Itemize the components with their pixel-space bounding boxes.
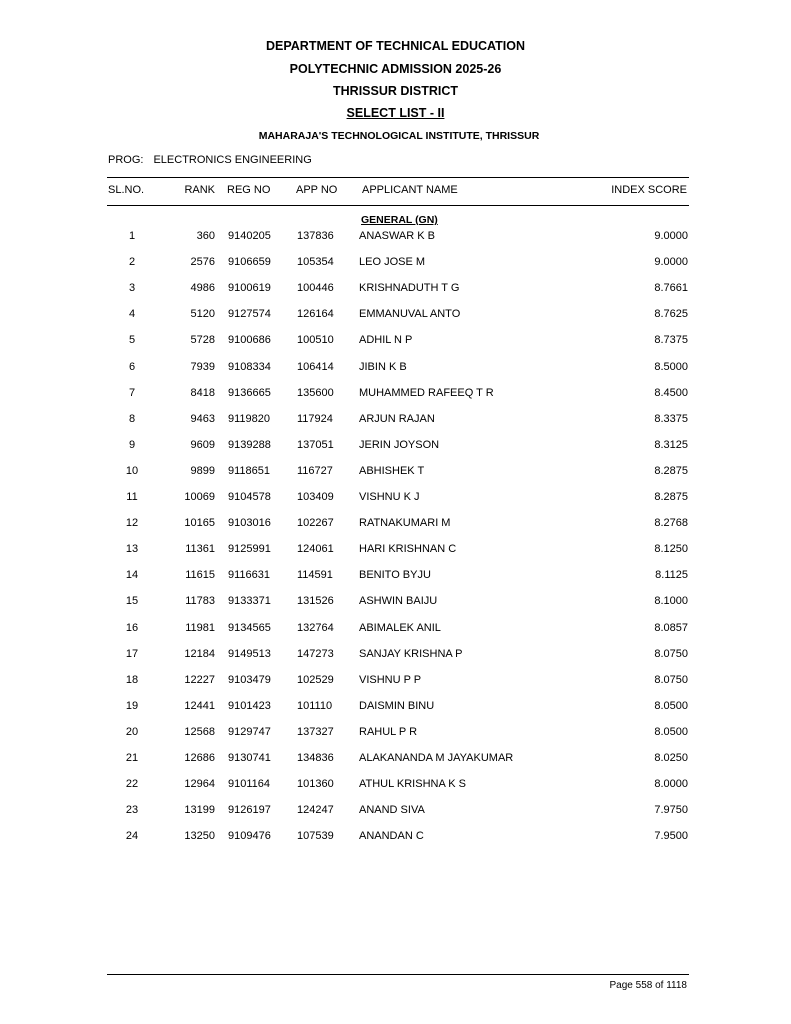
cell-applicant-name: LEO JOSE M — [359, 256, 426, 269]
cell-rank: 12568 — [184, 725, 215, 738]
cell-sl-no: 19 — [125, 699, 139, 712]
cell-sl-no: 5 — [128, 334, 136, 347]
cell-applicant-name: EMMANUVAL ANTO — [359, 308, 461, 321]
cell-reg-no: 9101164 — [228, 778, 271, 791]
district-title: THRISSUR DISTRICT — [333, 84, 458, 98]
column-header-index-score: INDEX SCORE — [611, 184, 687, 196]
page-number: Page 558 of 1118 — [609, 980, 687, 991]
cell-rank: 9609 — [190, 438, 215, 451]
cell-sl-no: 15 — [125, 595, 139, 608]
cell-applicant-name: JERIN JOYSON — [359, 438, 440, 451]
cell-reg-no: 9136665 — [228, 386, 271, 399]
cell-applicant-name: RATNAKUMARI M — [359, 517, 451, 530]
table-row — [0, 230, 791, 246]
cell-rank: 13250 — [184, 830, 215, 843]
cell-sl-no: 23 — [125, 804, 139, 817]
cell-applicant-name: VISHNU P P — [359, 673, 422, 686]
cell-sl-no: 4 — [128, 308, 136, 321]
cell-index-score: 8.0500 — [654, 699, 688, 712]
cell-index-score: 9.0000 — [654, 230, 688, 242]
table-row — [0, 282, 791, 298]
cell-rank: 12441 — [184, 699, 215, 712]
cell-sl-no: 20 — [125, 725, 139, 738]
cell-app-no: 105354 — [297, 256, 334, 269]
cell-reg-no: 9101423 — [228, 699, 271, 712]
cell-index-score: 7.9500 — [654, 830, 688, 843]
cell-applicant-name: ANASWAR K B — [359, 230, 435, 242]
cell-reg-no: 9100686 — [228, 334, 271, 347]
table-row — [0, 465, 791, 481]
cell-index-score: 8.4500 — [654, 386, 688, 399]
table-row — [0, 569, 791, 585]
cell-index-score: 8.1000 — [654, 595, 688, 608]
cell-app-no: 106414 — [297, 360, 334, 373]
cell-index-score: 8.1125 — [655, 569, 688, 582]
cell-app-no: 117924 — [297, 412, 333, 425]
cell-rank: 12184 — [184, 647, 215, 660]
cell-applicant-name: ALAKANANDA M JAYAKUMAR — [359, 752, 514, 764]
cell-app-no: 124247 — [297, 804, 334, 817]
table-row — [0, 830, 791, 846]
cell-index-score: 9.0000 — [654, 256, 688, 269]
cell-index-score: 8.1250 — [654, 543, 688, 556]
cell-sl-no: 10 — [125, 464, 139, 477]
table-row — [0, 256, 791, 272]
cell-index-score: 8.7625 — [654, 308, 688, 321]
admission-title: POLYTECHNIC ADMISSION 2025-26 — [289, 62, 502, 76]
cell-sl-no: 6 — [128, 360, 136, 373]
cell-app-no: 101360 — [297, 778, 334, 791]
footer-rule — [107, 974, 689, 975]
cell-app-no: 147273 — [297, 647, 334, 660]
cell-reg-no: 9103479 — [228, 673, 271, 686]
table-row — [0, 648, 791, 664]
cell-app-no: 114591 — [297, 569, 333, 582]
cell-sl-no: 17 — [125, 647, 139, 660]
cell-sl-no: 18 — [125, 673, 139, 686]
cell-applicant-name: HARI KRISHNAN C — [359, 543, 457, 556]
cell-sl-no: 14 — [125, 569, 139, 582]
cell-rank: 2576 — [190, 256, 215, 269]
cell-app-no: 102267 — [297, 517, 334, 530]
table-row — [0, 517, 791, 533]
cell-reg-no: 9118651 — [228, 464, 271, 477]
cell-sl-no: 13 — [125, 543, 139, 556]
cell-rank: 5120 — [190, 308, 215, 321]
category-heading: GENERAL (GN) — [361, 214, 438, 226]
column-header-applicant-name: APPLICANT NAME — [362, 184, 458, 196]
table-row — [0, 804, 791, 820]
cell-app-no: 102529 — [297, 673, 334, 686]
cell-applicant-name: DAISMIN BINU — [359, 699, 435, 712]
cell-reg-no: 9108334 — [228, 360, 271, 373]
column-header-reg-no: REG NO — [227, 184, 271, 196]
cell-index-score: 8.3375 — [654, 412, 688, 425]
column-header-sl-no: SL.NO. — [108, 184, 145, 196]
table-row — [0, 752, 791, 768]
cell-reg-no: 9140205 — [228, 230, 271, 242]
cell-reg-no: 9125991 — [228, 543, 271, 556]
cell-applicant-name: ABIMALEK ANIL — [359, 621, 441, 634]
cell-app-no: 137327 — [297, 725, 334, 738]
cell-applicant-name: MUHAMMED RAFEEQ T R — [359, 386, 494, 399]
cell-app-no: 107539 — [297, 830, 334, 843]
select-list-title: SELECT LIST - II — [346, 106, 445, 120]
cell-rank: 10069 — [184, 491, 215, 503]
cell-app-no: 103409 — [297, 491, 334, 503]
cell-app-no: 134836 — [297, 752, 334, 764]
cell-sl-no: 8 — [128, 412, 136, 425]
cell-reg-no: 9139288 — [228, 438, 271, 451]
cell-app-no: 124061 — [297, 543, 334, 556]
institute-name: MAHARAJA'S TECHNOLOGICAL INSTITUTE, THRISSUR — [258, 130, 540, 142]
table-row — [0, 361, 791, 377]
table-row — [0, 413, 791, 429]
cell-reg-no: 9129747 — [228, 725, 271, 738]
cell-app-no: 100510 — [297, 334, 334, 347]
cell-rank: 7939 — [190, 360, 215, 373]
cell-reg-no: 9103016 — [228, 517, 271, 530]
column-header-app-no: APP NO — [296, 184, 338, 196]
cell-reg-no: 9104578 — [228, 491, 271, 503]
cell-index-score: 8.7375 — [654, 334, 688, 347]
cell-rank: 10165 — [184, 517, 215, 530]
cell-sl-no: 12 — [125, 517, 139, 530]
cell-index-score: 8.3125 — [654, 438, 688, 451]
table-row — [0, 778, 791, 794]
cell-rank: 360 — [196, 230, 215, 242]
table-row — [0, 439, 791, 455]
cell-reg-no: 9106659 — [228, 256, 271, 269]
cell-sl-no: 21 — [125, 752, 139, 764]
cell-rank: 11361 — [185, 543, 215, 556]
cell-applicant-name: ASHWIN BAIJU — [359, 595, 438, 608]
cell-index-score: 7.9750 — [654, 804, 688, 817]
program-label: PROG: — [108, 154, 144, 166]
cell-rank: 11981 — [185, 621, 215, 634]
cell-app-no: 101110 — [297, 699, 333, 712]
cell-applicant-name: ABHISHEK T — [359, 464, 425, 477]
table-row — [0, 491, 791, 507]
cell-rank: 12686 — [184, 752, 215, 764]
table-row — [0, 700, 791, 716]
department-title: DEPARTMENT OF TECHNICAL EDUCATION — [265, 39, 526, 53]
cell-rank: 12227 — [184, 673, 215, 686]
cell-sl-no: 22 — [125, 778, 139, 791]
cell-applicant-name: JIBIN K B — [359, 360, 407, 373]
cell-reg-no: 9116631 — [228, 569, 271, 582]
cell-reg-no: 9127574 — [228, 308, 271, 321]
cell-sl-no: 24 — [125, 830, 139, 843]
cell-reg-no: 9130741 — [228, 752, 271, 764]
cell-rank: 8418 — [190, 386, 215, 399]
table-row — [0, 595, 791, 611]
cell-reg-no: 9126197 — [228, 804, 271, 817]
cell-app-no: 100446 — [297, 282, 334, 295]
cell-applicant-name: RAHUL P R — [359, 725, 418, 738]
cell-index-score: 8.0750 — [654, 647, 688, 660]
cell-applicant-name: VISHNU K J — [359, 491, 420, 503]
cell-rank: 11783 — [185, 595, 215, 608]
cell-sl-no: 16 — [125, 621, 139, 634]
cell-app-no: 126164 — [297, 308, 334, 321]
cell-sl-no: 1 — [128, 230, 136, 242]
cell-reg-no: 9109476 — [228, 830, 271, 843]
cell-rank: 12964 — [184, 778, 215, 791]
cell-applicant-name: ATHUL KRISHNA K S — [359, 778, 466, 791]
cell-sl-no: 3 — [128, 282, 136, 295]
cell-index-score: 8.0750 — [654, 673, 688, 686]
cell-reg-no: 9133371 — [228, 595, 271, 608]
table-row — [0, 622, 791, 638]
cell-reg-no: 9134565 — [228, 621, 271, 634]
cell-reg-no: 9100619 — [228, 282, 271, 295]
cell-rank: 5728 — [190, 334, 215, 347]
table-row — [0, 308, 791, 324]
cell-index-score: 8.0250 — [654, 752, 688, 764]
program-value: ELECTRONICS ENGINEERING — [153, 154, 312, 166]
cell-sl-no: 11 — [126, 491, 138, 503]
cell-index-score: 8.0857 — [654, 621, 688, 634]
column-header-rank: RANK — [184, 184, 215, 196]
cell-app-no: 116727 — [297, 464, 333, 477]
cell-index-score: 8.7661 — [654, 282, 688, 295]
cell-app-no: 137836 — [297, 230, 334, 242]
cell-reg-no: 9119820 — [228, 412, 271, 425]
table-row — [0, 334, 791, 350]
cell-sl-no: 2 — [128, 256, 136, 269]
table-row — [0, 674, 791, 690]
cell-sl-no: 9 — [128, 438, 136, 451]
cell-index-score: 8.2875 — [654, 464, 688, 477]
cell-applicant-name: KRISHNADUTH T G — [359, 282, 460, 295]
cell-rank: 9463 — [190, 412, 215, 425]
cell-sl-no: 7 — [128, 386, 136, 399]
cell-app-no: 132764 — [297, 621, 334, 634]
cell-applicant-name: ANANDAN C — [359, 830, 424, 843]
cell-app-no: 137051 — [297, 438, 334, 451]
cell-rank: 11615 — [185, 569, 215, 582]
cell-index-score: 8.2768 — [654, 517, 688, 530]
cell-applicant-name: ANAND SIVA — [359, 804, 425, 817]
cell-rank: 4986 — [190, 282, 215, 295]
cell-applicant-name: BENITO BYJU — [359, 569, 431, 582]
cell-applicant-name: SANJAY KRISHNA P — [359, 647, 463, 660]
table-row — [0, 543, 791, 559]
cell-index-score: 8.5000 — [654, 360, 688, 373]
cell-index-score: 8.2875 — [654, 491, 688, 503]
cell-index-score: 8.0000 — [654, 778, 688, 791]
table-row — [0, 387, 791, 403]
table-row — [0, 726, 791, 742]
cell-applicant-name: ADHIL N P — [359, 334, 413, 347]
cell-rank: 13199 — [184, 804, 215, 817]
cell-rank: 9899 — [190, 464, 215, 477]
cell-applicant-name: ARJUN RAJAN — [359, 412, 435, 425]
cell-app-no: 135600 — [297, 386, 334, 399]
cell-reg-no: 9149513 — [228, 647, 271, 660]
cell-index-score: 8.0500 — [654, 725, 688, 738]
cell-app-no: 131526 — [297, 595, 334, 608]
